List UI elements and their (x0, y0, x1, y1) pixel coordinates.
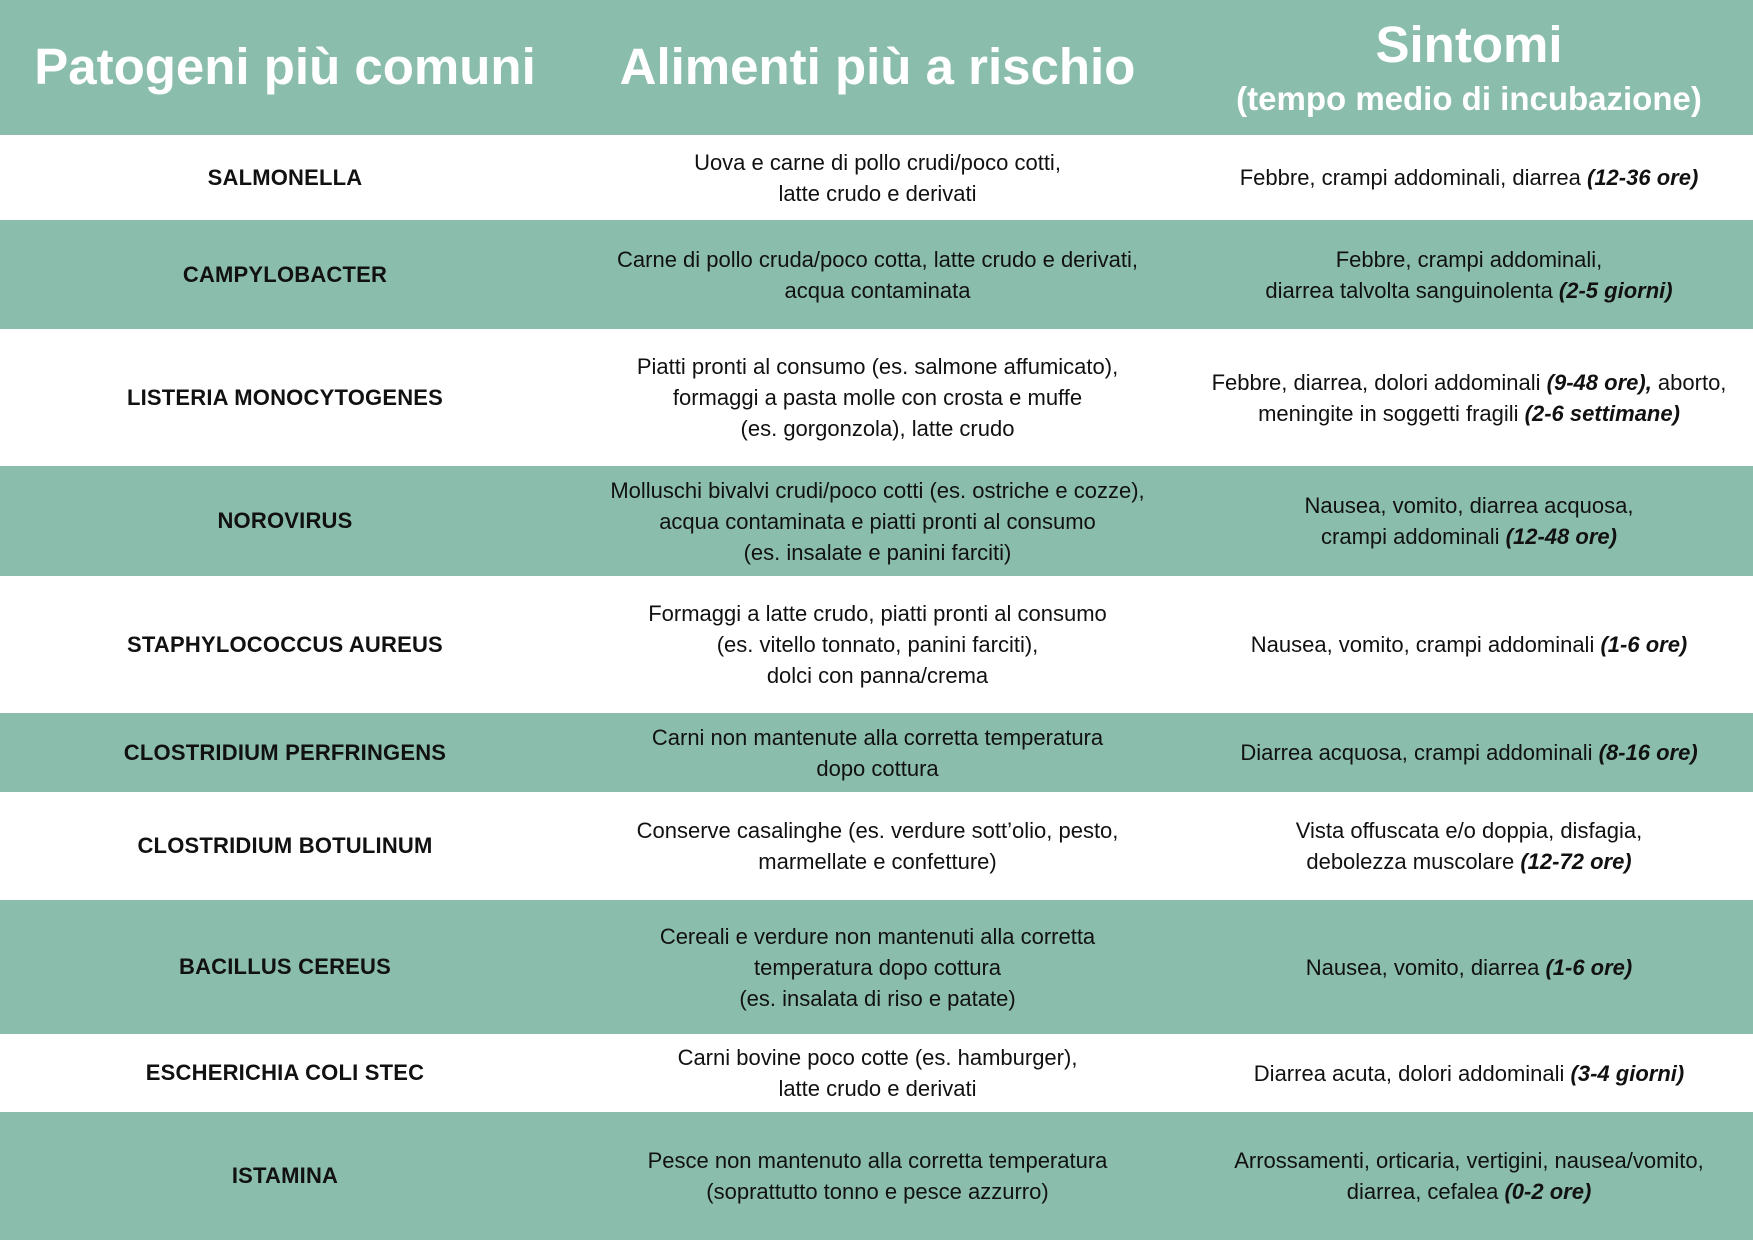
table-row (0, 576, 1753, 713)
pathogen-name: NOROVIRUS (217, 508, 353, 533)
symptoms-text: diarrea, cefalea (1346, 1179, 1505, 1204)
symptoms-cell (1185, 900, 1753, 1034)
foods-line: (es. gorgonzola), latte crudo (740, 416, 1015, 441)
table-row (0, 900, 1753, 1034)
foods-cell (570, 466, 1185, 576)
symptoms-line (1258, 398, 1680, 429)
symptoms-text: Nausea, vomito, diarrea (1305, 954, 1546, 980)
foods-line: Cereali e verdure non mantenuti alla corretta (659, 923, 1096, 949)
symptoms-line (1305, 490, 1634, 521)
foods-line: acqua contaminata e piatti pronti al consumo (659, 508, 1096, 534)
foods-line: Conserve casalinghe (es. verdure sott’olio, pesto, (636, 818, 1119, 843)
symptoms-cell (1185, 466, 1753, 576)
pathogen-name: SALMONELLA (207, 164, 363, 190)
incubation-time: (1-6 ore) (1545, 954, 1633, 980)
foods-line: Molluschi bivalvi crudi/poco cotti (es. ostriche e cozze), (610, 477, 1145, 503)
table-row (0, 135, 1753, 220)
symptoms-line (1336, 244, 1603, 275)
foods-cell (570, 792, 1185, 900)
table-row (0, 329, 1753, 466)
pathogen-cell (0, 576, 570, 713)
pathogen-cell (0, 466, 570, 576)
incubation-time: (8-16 ore) (1598, 740, 1698, 765)
table-header (0, 0, 1753, 135)
pathogen-name: LISTERIA MONOCYTOGENES (126, 384, 444, 410)
pathogen-cell (0, 220, 570, 329)
foods-cell (570, 713, 1185, 792)
table-row (0, 466, 1753, 576)
symptoms-line (1306, 952, 1632, 983)
symptoms-cell (1185, 576, 1753, 713)
symptoms-line (1212, 367, 1727, 398)
symptoms-text: crampi addominali (1321, 524, 1506, 549)
foods-cell (570, 1112, 1185, 1240)
incubation-time: (9-48 ore), (1546, 369, 1652, 395)
symptoms-line (1296, 815, 1643, 846)
foods-line: Carni bovine poco cotte (es. hamburger), (677, 1045, 1078, 1070)
symptoms-line (1234, 1145, 1704, 1176)
pathogen-name: ISTAMINA (231, 1163, 339, 1188)
symptoms-text: Vista offuscata e/o doppia, disfagia, (1295, 818, 1643, 843)
header-foods (570, 0, 1185, 135)
pathogen-cell (0, 329, 570, 466)
symptoms-text: Febbre, crampi addominali, (1335, 246, 1603, 272)
symptoms-line (1254, 1058, 1684, 1089)
table-row (0, 792, 1753, 900)
incubation-time: (12-72 ore) (1520, 849, 1632, 874)
foods-cell (570, 329, 1185, 466)
pathogen-name: BACILLUS CEREUS (178, 954, 391, 979)
pathogen-cell (0, 792, 570, 900)
symptoms-text: Arrossamenti, orticaria, vertigini, nausea/vomito, (1234, 1148, 1704, 1173)
symptoms-line (1321, 521, 1617, 552)
pathogen-cell (0, 135, 570, 220)
header-pathogens (0, 0, 570, 135)
foods-line: (es. insalate e panini farciti) (743, 539, 1012, 565)
symptoms-text: Febbre, diarrea, dolori addominali (1211, 369, 1547, 395)
symptoms-text: Diarrea acuta, dolori addominali (1253, 1060, 1571, 1086)
table-row (0, 220, 1753, 329)
pathogen-cell (0, 1112, 570, 1240)
header-pathogens-label: Patogeni più comuni (34, 38, 536, 96)
symptoms-text: Febbre, crampi addominali, diarrea (1239, 165, 1587, 190)
foods-line: latte crudo e derivati (778, 180, 977, 206)
symptoms-text: diarrea talvolta sanguinolenta (1265, 277, 1559, 303)
incubation-time: (12-36 ore) (1587, 165, 1699, 190)
symptoms-text: Nausea, vomito, diarrea acquosa, (1304, 493, 1634, 518)
foods-cell (570, 900, 1185, 1034)
foods-line: (soprattutto tonno e pesce azzurro) (706, 1179, 1049, 1204)
symptoms-cell (1185, 792, 1753, 900)
foods-line: dolci con panna/crema (766, 663, 989, 688)
foods-line: Formaggi a latte crudo, piatti pronti al consumo (648, 601, 1107, 626)
pathogen-name: STAPHYLOCOCCUS AUREUS (127, 631, 443, 657)
table-row (0, 1034, 1753, 1112)
symptoms-line (1347, 1176, 1592, 1207)
symptoms-line (1240, 737, 1697, 768)
incubation-time: (12-48 ore) (1505, 524, 1617, 549)
foods-line: Uova e carne di pollo crudi/poco cotti, (694, 149, 1061, 175)
pathogen-name: CLOSTRIDIUM BOTULINUM (137, 833, 433, 858)
incubation-time: (2-6 settimane) (1524, 400, 1680, 426)
foods-line: temperatura dopo cottura (753, 954, 1002, 980)
symptoms-line (1265, 275, 1672, 306)
foods-cell (570, 1034, 1185, 1112)
pathogen-name: CLOSTRIDIUM PERFRINGENS (123, 739, 447, 765)
table-body (0, 135, 1753, 1240)
pathogen-cell (0, 900, 570, 1034)
symptoms-text: meningite in soggetti fragili (1258, 400, 1525, 426)
foods-line: acqua contaminata (784, 277, 971, 303)
symptoms-cell (1185, 1112, 1753, 1240)
foods-line: (es. insalata di riso e patate) (739, 985, 1016, 1011)
header-symptoms-subtitle: (tempo medio di incubazione) (1236, 79, 1702, 117)
pathogen-name: ESCHERICHIA COLI STEC (145, 1060, 425, 1085)
incubation-time: (3-4 giorni) (1570, 1060, 1685, 1086)
foods-line: marmellate e confetture) (758, 849, 997, 874)
foods-line: latte crudo e derivati (778, 1076, 977, 1101)
symptoms-cell (1185, 220, 1753, 329)
table-row (0, 713, 1753, 792)
incubation-time: (1-6 ore) (1600, 632, 1688, 657)
foods-line: formaggi a pasta molle con crosta e muffe (672, 385, 1083, 410)
incubation-time: (0-2 ore) (1504, 1179, 1592, 1204)
symptoms-text: debolezza muscolare (1306, 849, 1521, 874)
symptoms-line (1251, 629, 1688, 660)
pathogen-name: CAMPYLOBACTER (182, 261, 388, 287)
foods-line: (es. vitello tonnato, panini farciti), (716, 632, 1039, 657)
foods-cell (570, 135, 1185, 220)
symptoms-text: Diarrea acquosa, crampi addominali (1240, 740, 1599, 765)
foods-line: Pesce non mantenuto alla corretta temperatura (647, 1148, 1108, 1173)
foods-line: Carne di pollo cruda/poco cotta, latte crudo e derivati, (617, 246, 1138, 272)
foods-cell (570, 220, 1185, 329)
symptoms-cell (1185, 1034, 1753, 1112)
foods-line: Piatti pronti al consumo (es. salmone affumicato), (636, 354, 1119, 379)
symptoms-line (1306, 846, 1631, 877)
symptoms-text-after: aborto, (1651, 369, 1727, 395)
foods-cell (570, 576, 1185, 713)
pathogen-cell (0, 713, 570, 792)
table-row (0, 1112, 1753, 1240)
incubation-time: (2-5 giorni) (1558, 277, 1673, 303)
symptoms-text: Nausea, vomito, crampi addominali (1250, 632, 1601, 657)
symptoms-line (1240, 162, 1699, 193)
symptoms-cell (1185, 329, 1753, 466)
foods-line: dopo cottura (816, 755, 939, 781)
header-foods-label: Alimenti più a rischio (619, 38, 1136, 96)
foods-line: Carni non mantenute alla corretta temperatura (651, 724, 1104, 750)
header-symptoms-label: Sintomi (1375, 15, 1563, 73)
pathogen-cell (0, 1034, 570, 1112)
symptoms-cell (1185, 135, 1753, 220)
symptoms-cell (1185, 713, 1753, 792)
header-symptoms (1185, 0, 1753, 135)
